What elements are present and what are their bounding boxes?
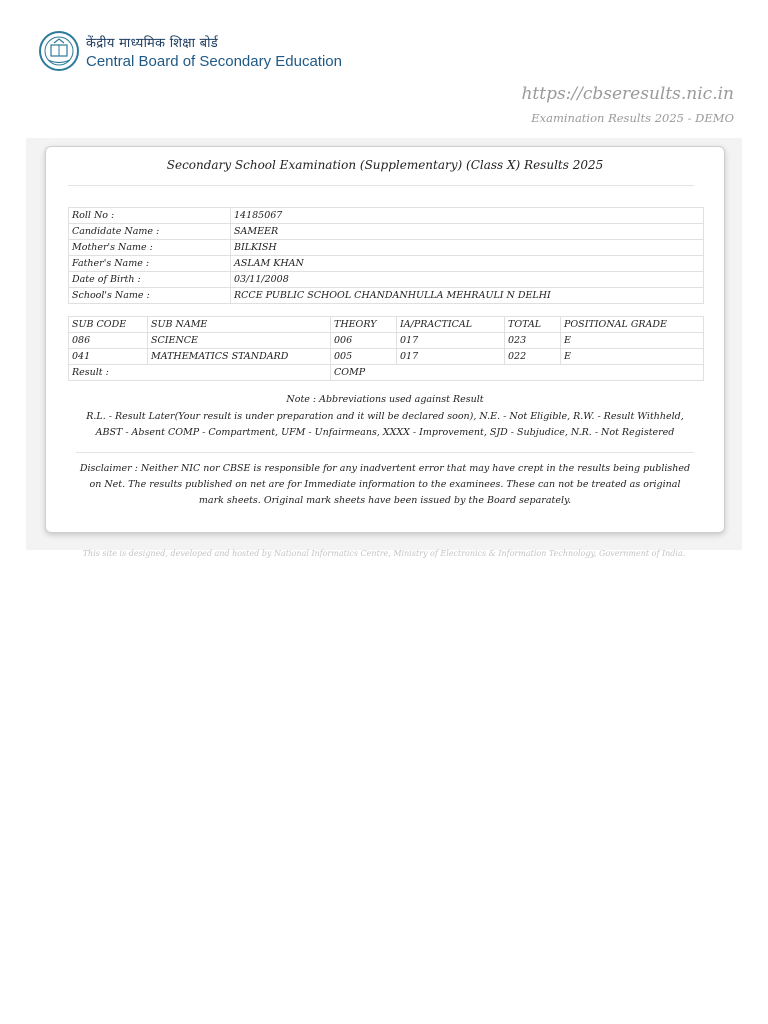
sub-code: 086 xyxy=(69,333,148,349)
footer-credit: This site is designed, developed and hosted by National Informatics Centre, Ministry of Electronics & Information Technology, Government of India. xyxy=(82,549,686,558)
positional-grade: E xyxy=(561,333,704,349)
cbse-logo[interactable] xyxy=(38,30,342,72)
column-header: POSITIONAL GRADE xyxy=(561,317,704,333)
table-row xyxy=(69,240,704,256)
info-label: Father's Name : xyxy=(69,256,231,272)
total-marks: 022 xyxy=(505,349,561,365)
theory-marks: 005 xyxy=(331,349,397,365)
info-label: Mother's Name : xyxy=(69,240,231,256)
info-label: School's Name : xyxy=(69,288,231,304)
site-url[interactable]: https://cbseresults.nic.in xyxy=(521,84,734,104)
disclaimer-text: Disclaimer : Neither NIC nor CBSE is responsible for any inadvertent error that may have crept in the results being published on Net. The results published on net are for Immediate information to the examinees. These can not be treated as original mark sheets. Original mark sheets have been issued by the Board separately. xyxy=(79,463,691,506)
practical-marks: 017 xyxy=(397,333,505,349)
table-row xyxy=(69,288,704,304)
table-row xyxy=(69,333,704,349)
result-title: Secondary School Examination (Supplementary) (Class X) Results 2025 xyxy=(166,158,604,172)
column-header: IA/PRACTICAL xyxy=(397,317,505,333)
column-header: TOTAL xyxy=(505,317,561,333)
table-row xyxy=(69,256,704,272)
title-divider xyxy=(68,185,694,186)
total-marks: 023 xyxy=(505,333,561,349)
disclaimer-divider xyxy=(76,452,694,453)
abbreviation-legend: R.L. - Result Later(Your result is under preparation and it will be declared soon), N.E. - Not Eligible, R.W. - Result Withheld, ABST - Absent COMP - Compartment, UFM - Unfairmeans, XXXX - Improvement, SJD - Subjudice, N.R. - Not Registered xyxy=(86,411,684,438)
column-header: SUB NAME xyxy=(148,317,331,333)
column-header: SUB CODE xyxy=(69,317,148,333)
info-value: RCCE PUBLIC SCHOOL CHANDANHULLA MEHRAULI N DELHI xyxy=(231,288,704,304)
result-row xyxy=(69,365,704,381)
positional-grade: E xyxy=(561,349,704,365)
info-label: Roll No : xyxy=(69,208,231,224)
sub-name: MATHEMATICS STANDARD xyxy=(148,349,331,365)
info-value: BILKISH xyxy=(231,240,704,256)
table-row xyxy=(69,224,704,240)
logo-hindi-title: केंद्रीय माध्यमिक शिक्षा बोर्ड xyxy=(86,35,219,51)
marks-table xyxy=(68,316,704,381)
table-row xyxy=(69,272,704,288)
site-subtitle: Examination Results 2025 - DEMO xyxy=(531,111,734,125)
table-row xyxy=(69,349,704,365)
sub-name: SCIENCE xyxy=(148,333,331,349)
info-value: 14185067 xyxy=(231,208,704,224)
logo-english-title: Central Board of Secondary Education xyxy=(86,52,342,70)
cbse-emblem-icon xyxy=(38,30,80,72)
sub-code: 041 xyxy=(69,349,148,365)
info-label: Date of Birth : xyxy=(69,272,231,288)
table-row xyxy=(69,208,704,224)
result-card xyxy=(45,146,725,533)
info-value: ASLAM KHAN xyxy=(231,256,704,272)
info-value: 03/11/2008 xyxy=(231,272,704,288)
theory-marks: 006 xyxy=(331,333,397,349)
result-label: Result : xyxy=(69,365,331,381)
column-header: THEORY xyxy=(331,317,397,333)
practical-marks: 017 xyxy=(397,349,505,365)
info-label: Candidate Name : xyxy=(69,224,231,240)
result-value: COMP xyxy=(331,365,704,381)
marks-header-row xyxy=(69,317,704,333)
candidate-info-table xyxy=(68,207,704,304)
info-value: SAMEER xyxy=(231,224,704,240)
abbreviation-note: Note : Abbreviations used against Result xyxy=(286,394,484,405)
